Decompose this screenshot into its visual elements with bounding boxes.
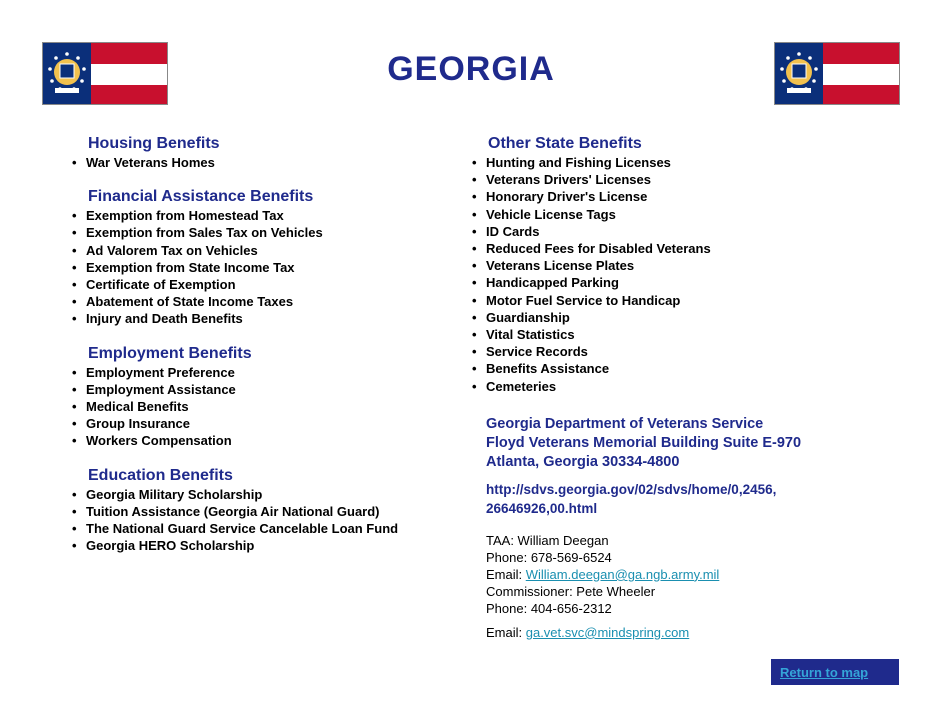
list-item: • Ad Valorem Tax on Vehicles	[72, 242, 472, 259]
list-item: • Georgia HERO Scholarship	[72, 537, 472, 554]
financial-heading: Financial Assistance Benefits	[88, 188, 314, 206]
list-item: • Motor Fuel Service to Handicap	[472, 292, 892, 309]
list-item: • Group Insurance	[72, 415, 472, 432]
list-item: • Medical Benefits	[72, 398, 472, 415]
list-item: • Veterans License Plates	[472, 257, 892, 274]
education-heading: Education Benefits	[88, 466, 233, 484]
list-item: • Guardianship	[472, 309, 892, 326]
list-item: • Employment Assistance	[72, 381, 472, 398]
housing-heading: Housing Benefits	[88, 135, 220, 152]
contact-url-line2[interactable]: 26646926,00.html	[486, 500, 598, 516]
list-item: • Certificate of Exemption	[72, 276, 472, 293]
taa-name: TAA: William Deegan	[486, 532, 609, 548]
taa-email-link[interactable]: William.deegan@ga.ngb.army.mil	[525, 566, 720, 582]
list-item: • Vital Statistics	[472, 326, 892, 343]
right-column	[472, 134, 892, 641]
taa-email-row	[472, 566, 892, 583]
education-list	[72, 486, 472, 555]
list-item: • Exemption from State Income Tax	[72, 259, 472, 276]
list-item: • Georgia Military Scholarship	[72, 486, 472, 503]
taa-phone: Phone: 678-569-6524	[486, 549, 612, 565]
other-benefits-list	[472, 154, 892, 395]
list-item: • Benefits Assistance	[472, 360, 892, 377]
list-item: • The National Guard Service Cancelable Loan Fund	[72, 520, 472, 537]
list-item: • Exemption from Homestead Tax	[72, 207, 472, 224]
georgia-flag-right-icon	[774, 42, 900, 105]
list-item: • Tuition Assistance (Georgia Air National Guard)	[72, 503, 472, 520]
page-title: GEORGIA	[387, 50, 555, 88]
email-label: Email:	[486, 566, 526, 582]
list-item: • Cemeteries	[472, 378, 892, 395]
list-item: • Reduced Fees for Disabled Veterans	[472, 240, 892, 257]
contact-city: Atlanta, Georgia 30334-4800	[486, 453, 680, 470]
housing-list	[72, 154, 472, 171]
financial-list	[72, 207, 472, 327]
dept-email-link[interactable]: ga.vet.svc@mindspring.com	[525, 624, 690, 640]
list-item: • Employment Preference	[72, 364, 472, 381]
list-item: • Hunting and Fishing Licenses	[472, 154, 892, 171]
employment-list	[72, 364, 472, 450]
list-item: • Workers Compensation	[72, 432, 472, 449]
list-item: • ID Cards	[472, 223, 892, 240]
contact-building: Floyd Veterans Memorial Building Suite E-970	[486, 434, 802, 451]
list-item: • Handicapped Parking	[472, 274, 892, 291]
list-item: • Veterans Drivers' Licenses	[472, 171, 892, 188]
list-item: • Exemption from Sales Tax on Vehicles	[72, 224, 472, 241]
list-item: • Service Records	[472, 343, 892, 360]
dept-email-row	[472, 624, 892, 641]
employment-heading: Employment Benefits	[88, 344, 252, 362]
return-to-map-button[interactable]: Return to map	[771, 659, 899, 685]
list-item: • Injury and Death Benefits	[72, 310, 472, 327]
contact-url-line1[interactable]: http://sdvs.georgia.gov/02/sdvs/home/0,2456,	[486, 481, 777, 497]
contact-org-name: Georgia Department of Veterans Service	[486, 415, 764, 432]
list-item: • Abatement of State Income Taxes	[72, 293, 472, 310]
commissioner-name: Commissioner: Pete Wheeler	[486, 583, 656, 599]
list-item: • Honorary Driver's License	[472, 188, 892, 205]
commissioner-phone: Phone: 404-656-2312	[486, 600, 612, 616]
left-column	[72, 134, 472, 554]
other-benefits-heading: Other State Benefits	[488, 135, 642, 152]
email-label: Email:	[486, 624, 526, 640]
list-item: • Vehicle License Tags	[472, 206, 892, 223]
list-item: • War Veterans Homes	[72, 154, 472, 171]
